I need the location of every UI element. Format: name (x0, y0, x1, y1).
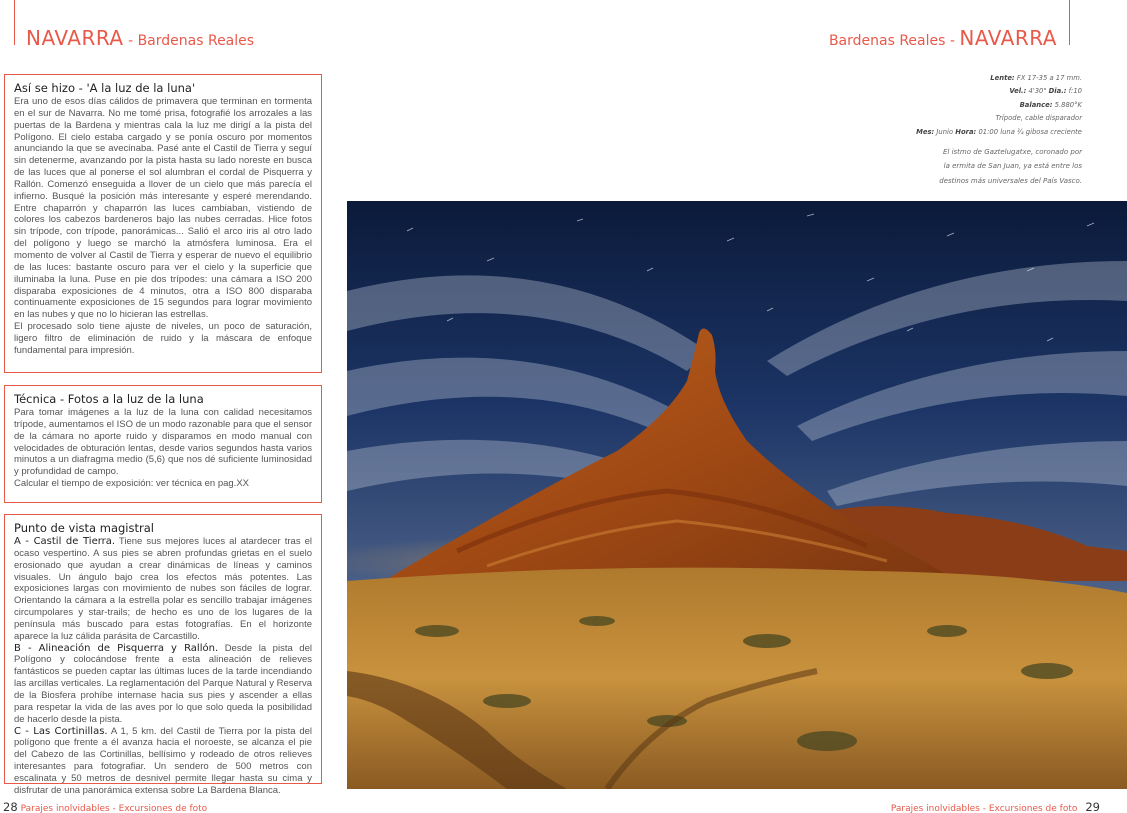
header-place: Bardenas Reales (137, 33, 255, 49)
box-body: Era uno de esos días cálidos de primavera que terminan en tormenta en el sur de Navarra. No me tomé prisa, fotografié los arrozales a las puertas de la Bardena y mientras cala la luz me dirigí a la pista del Polígono. El cielo estaba cargado y se ponía oscuro por momentos anunciando la que se avecinaba. Pasé ante el Castil de Tierra y seguí sin detenerme, avanzando por la pista hasta su lado noreste en busca de las luces que al ponerse el sol alumbran el cordal de Pisquerra y Rallón. Comenzó enseguida a llover de un cielo que más parecía el infierno. Busqué la posición más interesante y esperé merendando. Entre chaparrón y chaparrón las luces cambiaban, vistiendo de colores los cabezos bardeneros bajo las nubes cerradas. Hice fotos sin trípode, con trípode, panorámicas... Salió el arco iris al otro lado del polígono y luego se marchó la atmósfera luminosa. Era el momento de volver al Castil de Tierra y esperar de nuevo el equilibrio de las luces: bastante oscuro para ver el cielo y la superficie que iluminaba la luna. Puse en pie dos trípodes: una cámara a ISO 200 disparaba exposiciones de 4 minutos, otra a ISO 800 disparaba continuamente exposiciones de 15 segundos para lograr movimiento en las nubes y que no lo hicieran las estrellas. (14, 96, 312, 321)
caption-line: El istmo de Gaztelugatxe, coronado por (942, 148, 1082, 156)
viewpoint-a-text: Tiene sus mejores luces al atardecer tras el ocaso vespertino. A sus pies se abren profundas grietas en el suelo erosionado que ayudan a crear dinámicas de líneas y caminos visuales. Un ángulo bajo crea los efectos más potentes. Las exposiciones largas con movimiento de nubes son fáciles de lograr. Orientando la cámara a la estrella polar es sencillo trabajar imágenes circumpolares y star-trails; de hecho es uno de los lugares de la península más buscado para estas fotografías. En el horizonte aparece la luz cálida parásita de Carcastillo. (14, 536, 312, 642)
header-rule-right (1069, 0, 1070, 45)
viewpoint-a-title: A - Castil de Tierra. (14, 536, 116, 547)
box-body-processing: El procesado solo tiene ajuste de niveles, un poco de saturación, ligero filtro de eliminación de ruido y la máscara de enfoque fundamental para impresión. (14, 321, 312, 356)
viewpoint-a (14, 536, 312, 643)
box-title: Punto de vista magistral (14, 521, 154, 535)
viewpoint-b-title: B - Alineación de Pisquerra y Rallón. (14, 642, 219, 654)
tech-balance: Balance: 5.880°K (1019, 100, 1082, 109)
page-number: 29 (1085, 800, 1100, 813)
tech-time: Mes: Junio Hora: 01:00 luna ¾ gibosa creciente (916, 127, 1082, 136)
header-region: NAVARRA (26, 26, 124, 50)
footer-right (891, 796, 1100, 813)
box-title: Técnica - Fotos a la luz de la luna (14, 392, 204, 406)
how-it-was-made-box (4, 74, 322, 373)
tech-gear: Trípode, cable disparador (995, 114, 1082, 123)
header-separator: - (123, 33, 138, 49)
header-right (829, 26, 1057, 50)
box-body-exposure: Calcular el tiempo de exposición: ver técnica en pag.XX (14, 478, 249, 490)
castil-de-tierra-photo (347, 201, 1127, 789)
viewpoint-b-text: Desde la pista del Polígono y colocándose frente a esta alineación de relieves fantásticos se pueden captar las últimas luces de la tarde incendiando las arcillas verticales. La reglamentación del Parque Natural y Reserva de la Biosfera prohíbe internase hacia sus pies y ascender a ellas para respetar la vida de las aves por lo que solo queda la posibilidad de hacerlo desde la pista. (14, 642, 312, 725)
viewpoint-c-title: C - Las Cortinillas. (14, 725, 108, 737)
box-body: Para tomar imágenes a la luz de la luna con calidad necesitamos trípode, aumentamos el ISO de un modo razonable para que el sensor de la cámara no aporte ruido y disparamos en modo manual con velocidades de obturación lentas, desde varios segundos hasta varios minutos a un diafragma medio (5,6) que nos dé suficiente luminosidad y profundidad de campo. (14, 407, 312, 478)
technique-box (4, 385, 322, 503)
technical-data (916, 72, 1082, 139)
viewpoint-b (14, 643, 312, 726)
header-rule-left (14, 0, 15, 45)
footer-title: Parajes inolvidables - Excursiones de foto (20, 804, 208, 813)
page-number: 28 (3, 800, 18, 813)
caption-line: destinos más universales del País Vasco. (939, 176, 1082, 185)
viewpoint-c-text: A 1, 5 km. del Castil de Tierra por la pista del polígono que frente a él avanza hacia el noroeste, se alcanza el pie del Cabezo de las Cortinillas, bellísimo y rodeado de otros relieves interesantes para fotografiar. Un sendero de 500 metros con escalinata y 50 metros de desnivel permite llegar hasta su cima y disfrutar de una panorámica extensa sobre La Bardena Blanca. (14, 725, 313, 796)
footer-title: Parajes inolvidables - Excursiones de foto (890, 804, 1078, 813)
header-region: NAVARRA (959, 26, 1057, 50)
tech-speed: Vel.: 4'30" Dia.: f:10 (1009, 87, 1082, 96)
header-separator: - (945, 33, 960, 49)
header-place: Bardenas Reales (828, 33, 946, 49)
photo-caption (939, 145, 1082, 188)
viewpoint-c (14, 726, 312, 797)
viewpoint-box (4, 514, 322, 796)
caption-line: la ermita de San Juan, ya está entre los (943, 162, 1082, 171)
footer-left (3, 796, 207, 813)
header-left (26, 26, 254, 50)
box-title: Así se hizo - 'A la luz de la luna' (14, 81, 196, 95)
tech-lens: Lente: FX 17-35 a 17 mm. (990, 74, 1082, 82)
